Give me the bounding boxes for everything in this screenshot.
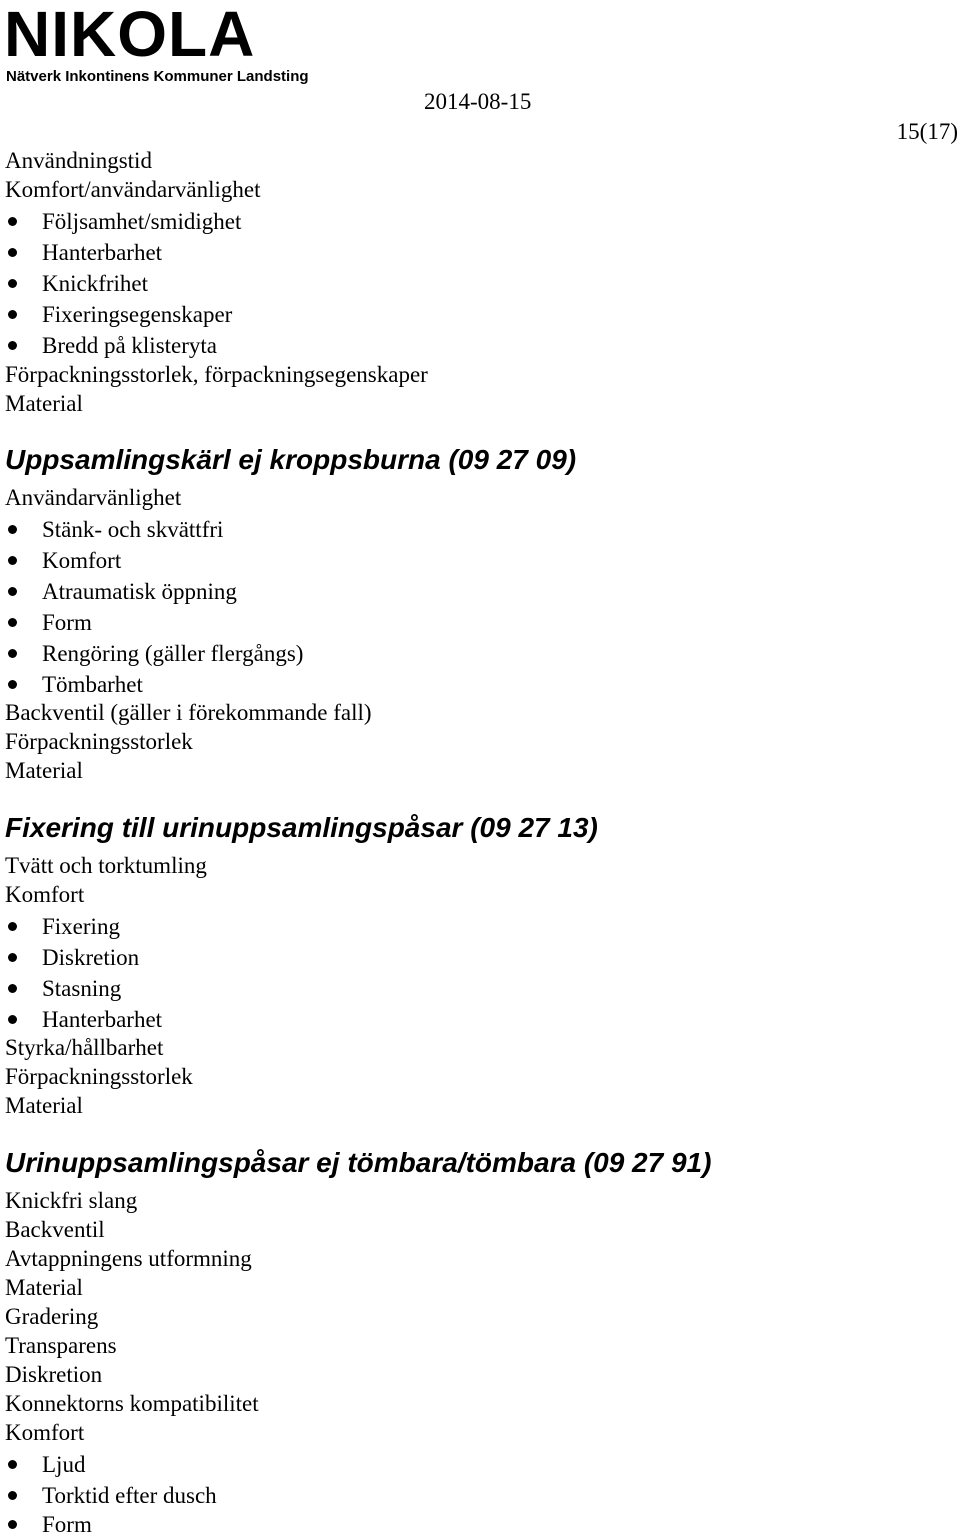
bullet-item: Stasning <box>8 973 121 1004</box>
text-line: Material <box>5 758 83 783</box>
bullet-item: Form <box>8 1509 92 1540</box>
bullet-icon <box>8 556 17 565</box>
text-line: Gradering <box>5 1304 99 1329</box>
text-line: Komfort <box>5 882 85 907</box>
bullet-item: Tömbarhet <box>8 669 143 700</box>
bullet-item: Torktid efter dusch <box>8 1480 217 1511</box>
text-line: Material <box>5 391 83 416</box>
section-heading: Uppsamlingskärl ej kroppsburna (09 27 09) <box>5 444 577 475</box>
text-line: Avtappningens utformning <box>5 1246 252 1271</box>
bullet-icon <box>8 618 17 627</box>
bullet-item: Hanterbarhet <box>8 237 162 268</box>
document-date: 2014-08-15 <box>424 89 532 114</box>
bullet-icon <box>8 525 17 534</box>
text-line: Knickfri slang <box>5 1188 138 1213</box>
bullet-item: Rengöring (gäller flergångs) <box>8 638 303 669</box>
text-line: Diskretion <box>5 1362 103 1387</box>
text-line: Förpackningsstorlek <box>5 729 193 754</box>
bullet-icon <box>8 1460 17 1469</box>
bullet-icon <box>8 1520 17 1529</box>
text-line: Backventil <box>5 1217 105 1242</box>
page-number: 15(17) <box>896 119 958 144</box>
bullet-icon <box>8 217 17 226</box>
bullet-item: Stänk- och skvättfri <box>8 514 223 545</box>
logo-subtitle: Nätverk Inkontinens Kommuner Landsting <box>6 68 309 85</box>
text-line: Användarvänlighet <box>5 485 182 510</box>
text-line: Tvätt och torktumling <box>5 853 207 878</box>
bullet-icon <box>8 1015 17 1024</box>
nikola-logo <box>4 2 324 92</box>
text-line: Användningstid <box>5 148 152 173</box>
bullet-icon <box>8 279 17 288</box>
bullet-icon <box>8 649 17 658</box>
bullet-item: Ljud <box>8 1449 85 1480</box>
bullet-item: Diskretion <box>8 942 139 973</box>
bullet-icon <box>8 248 17 257</box>
bullet-item: Följsamhet/smidighet <box>8 206 241 237</box>
text-line: Transparens <box>5 1333 117 1358</box>
bullet-item: Bredd på klisteryta <box>8 330 217 361</box>
text-line: Förpackningsstorlek <box>5 1064 193 1089</box>
bullet-icon <box>8 922 17 931</box>
bullet-icon <box>8 587 17 596</box>
text-line: Förpackningsstorlek, förpackningsegenskaper <box>5 362 428 387</box>
bullet-icon <box>8 341 17 350</box>
bullet-item: Knickfrihet <box>8 268 148 299</box>
section-heading: Fixering till urinuppsamlingspåsar (09 27 13) <box>5 812 598 843</box>
bullet-icon <box>8 953 17 962</box>
text-line: Material <box>5 1093 83 1118</box>
logo-wordmark: NIKOLA <box>4 0 256 70</box>
text-line: Komfort/användarvänlighet <box>5 177 261 202</box>
bullet-icon <box>8 984 17 993</box>
bullet-item: Komfort <box>8 545 121 576</box>
section-heading: Urinuppsamlingspåsar ej tömbara/tömbara (09 27 91) <box>5 1147 712 1178</box>
text-line: Komfort <box>5 1420 85 1445</box>
bullet-item: Form <box>8 607 92 638</box>
text-line: Styrka/hållbarhet <box>5 1035 164 1060</box>
bullet-item: Atraumatisk öppning <box>8 576 237 607</box>
bullet-item: Fixering <box>8 911 120 942</box>
bullet-item: Hanterbarhet <box>8 1004 162 1035</box>
bullet-icon <box>8 680 17 689</box>
bullet-item: Fixeringsegenskaper <box>8 299 232 330</box>
text-line: Material <box>5 1275 83 1300</box>
text-line: Konnektorns kompatibilitet <box>5 1391 259 1416</box>
bullet-icon <box>8 310 17 319</box>
text-line: Backventil (gäller i förekommande fall) <box>5 700 372 725</box>
bullet-icon <box>8 1491 17 1500</box>
